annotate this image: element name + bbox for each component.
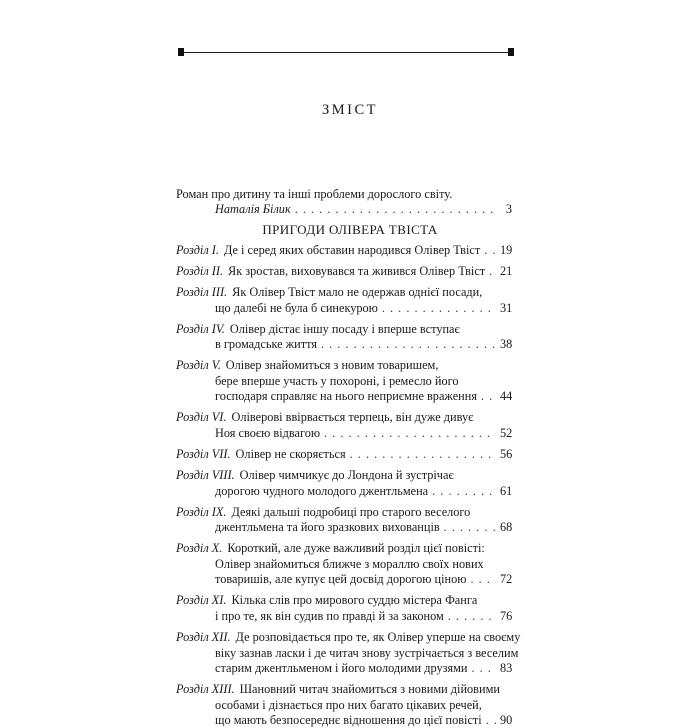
chapter-title-text: бере вперше участь у похороні, і ремесло його (215, 373, 459, 388)
chapter-title-text: і про те, як він судив по правді й за законом (215, 609, 444, 623)
chapter-title-text: Шановний читач знайомиться з новими дійовими (239, 682, 500, 697)
chapter-entry-line (215, 556, 512, 572)
chapter-entry-line (176, 592, 512, 608)
intro-title-line (176, 186, 512, 202)
chapter-label: Розділ III. (176, 285, 228, 299)
chapter-entry-line (176, 681, 512, 697)
chapter-entry-line (176, 540, 512, 556)
header-rule (180, 52, 514, 53)
chapter-title-text: Деякі дальші подробиці про старого веселого (231, 504, 471, 519)
chapter-title-text: що далебі не була б синекурою (215, 300, 378, 315)
chapter-entry-line (176, 242, 512, 258)
dot-leader (321, 336, 496, 352)
chapter-entry-line (176, 321, 512, 337)
dot-leader (486, 712, 496, 728)
dot-leader (448, 608, 496, 624)
chapter-title-text: Кілька слів про мирового суддю містера Фанга (231, 593, 478, 608)
chapter-title-text: старим джентльменом і його молодими друзями (215, 661, 468, 676)
chapter-title-text: Олівер чимчикує до Лондона й зустрічає (239, 468, 454, 482)
chapter-entry-line (176, 504, 512, 520)
intro-author: Наталія Білик (215, 202, 291, 216)
chapter-title-text: Як Олівер Твіст мало не одержав однієї посади, (232, 285, 483, 299)
intro-page-number: 3 (505, 202, 512, 216)
chapter-entry-line (215, 300, 512, 316)
chapter-title-text: Де розповідається про те, як Олівер уперше на своєму (235, 630, 521, 644)
page-title: ЗМІСТ (321, 102, 378, 118)
chapter-entry-line (215, 373, 512, 389)
chapter-entry-line (215, 608, 512, 624)
chapter-entry-line (215, 645, 519, 661)
chapter-title-text: Олівер дістає іншу посаду і вперше вступає (229, 321, 460, 336)
chapter-entry-line (176, 284, 512, 300)
chapter-page-number: 56 (500, 447, 513, 461)
chapter-entry-line (176, 446, 512, 462)
dot-leader (484, 242, 496, 258)
chapter-entry-line (215, 425, 512, 441)
chapter-title-text: віку зазнав ласки і де читач знову зустрічається з веселим (215, 645, 519, 660)
chapter-title-text: Де і серед яких обставин народився Олівер Твіст (223, 243, 481, 257)
chapter-entry-line (215, 336, 512, 352)
chapter-page-number: 61 (500, 483, 513, 498)
chapter-title-text: товаришів, але купує цей досвід дорогою ціною (215, 572, 467, 587)
chapter-page-number: 19 (500, 243, 513, 257)
chapter-label: Розділ VIII. (176, 468, 235, 482)
chapter-title-text: особами і дізнається про них багато цікавих речей, (215, 697, 482, 712)
dot-leader (295, 201, 496, 217)
chapter-entry-line (176, 263, 512, 279)
chapter-page-number: 31 (500, 300, 513, 315)
chapter-entry-line (176, 467, 512, 483)
left-corner-mark (178, 48, 184, 56)
chapter-entry-line (176, 629, 521, 645)
chapter-label: Розділ VI. (176, 410, 227, 425)
chapter-page-number: 83 (500, 661, 513, 676)
chapter-label: Розділ V. (176, 358, 221, 373)
chapter-page-number: 44 (500, 389, 513, 404)
chapter-title-text: дорогою чудного молодого джентльмена (215, 483, 429, 498)
chapter-title-text: господаря справляє на нього неприємне враження (215, 389, 478, 404)
chapter-label: Розділ XII. (176, 630, 231, 644)
chapter-label: Розділ I. (176, 243, 219, 257)
chapter-page-number: 68 (500, 520, 513, 535)
chapter-page-number: 52 (500, 426, 513, 440)
chapter-page-number: 76 (500, 609, 513, 623)
chapter-entry-line (215, 483, 512, 499)
dot-leader (489, 263, 496, 279)
chapter-title-text: Олівер знайомиться з новим товаришем, (225, 358, 439, 373)
chapter-title-text: Як зростав, виховувався та живився Олівер Твіст (228, 264, 486, 278)
chapter-title-text: Короткий, але дуже важливий розділ цієї повісті: (227, 541, 485, 556)
chapter-label: Розділ IX. (176, 504, 227, 519)
intro-title: Роман про дитину та інші проблеми дорослого світу. (176, 187, 453, 201)
chapter-title-text: джентльмена та його зразкових вихованців (215, 520, 440, 535)
chapter-page-number: 90 (500, 713, 513, 728)
chapter-title-text: в громадське життя (215, 337, 317, 352)
chapter-entry-line (176, 357, 512, 373)
dot-leader (444, 519, 496, 535)
chapter-entry-line (215, 697, 512, 713)
dot-leader (382, 300, 496, 316)
dot-leader (350, 446, 496, 462)
chapter-label: Розділ VII. (176, 447, 231, 461)
chapter-label: Розділ IV. (176, 321, 225, 336)
section-heading: ПРИГОДИ ОЛІВЕРА ТВІСТА (262, 222, 438, 237)
chapter-entry-line (176, 409, 512, 425)
chapter-title-text: Ноя своєю відвагою (215, 426, 321, 440)
right-corner-mark (508, 48, 514, 56)
chapter-title-text: Оліверові ввірвається терпець, він дуже дивує (231, 410, 474, 425)
intro-author-line (215, 201, 512, 217)
chapter-page-number: 21 (500, 264, 513, 278)
chapter-entry-line (215, 712, 512, 728)
dot-leader (324, 425, 496, 441)
dot-leader (481, 388, 496, 404)
chapter-page-number: 72 (500, 572, 513, 587)
chapter-label: Розділ XI. (176, 593, 227, 608)
dot-leader (471, 660, 496, 676)
chapter-entry-line (215, 388, 512, 404)
chapter-entry-line (215, 660, 512, 676)
chapter-label: Розділ X. (176, 541, 223, 556)
chapter-title-text: Олівер не скоряється (235, 447, 346, 461)
chapter-title-text: що мають безпосереднє відношення до цієї повісті (215, 713, 482, 728)
chapter-entry-line (215, 519, 512, 535)
chapter-label: Розділ II. (176, 264, 224, 278)
dot-leader (470, 571, 496, 587)
chapter-entry-line (215, 571, 512, 587)
chapter-title-text: Олівер знайомиться ближче з мораллю своїх нових (215, 556, 484, 571)
dot-leader (432, 483, 496, 499)
chapter-page-number: 38 (500, 337, 513, 352)
chapter-label: Розділ XIII. (176, 682, 235, 697)
